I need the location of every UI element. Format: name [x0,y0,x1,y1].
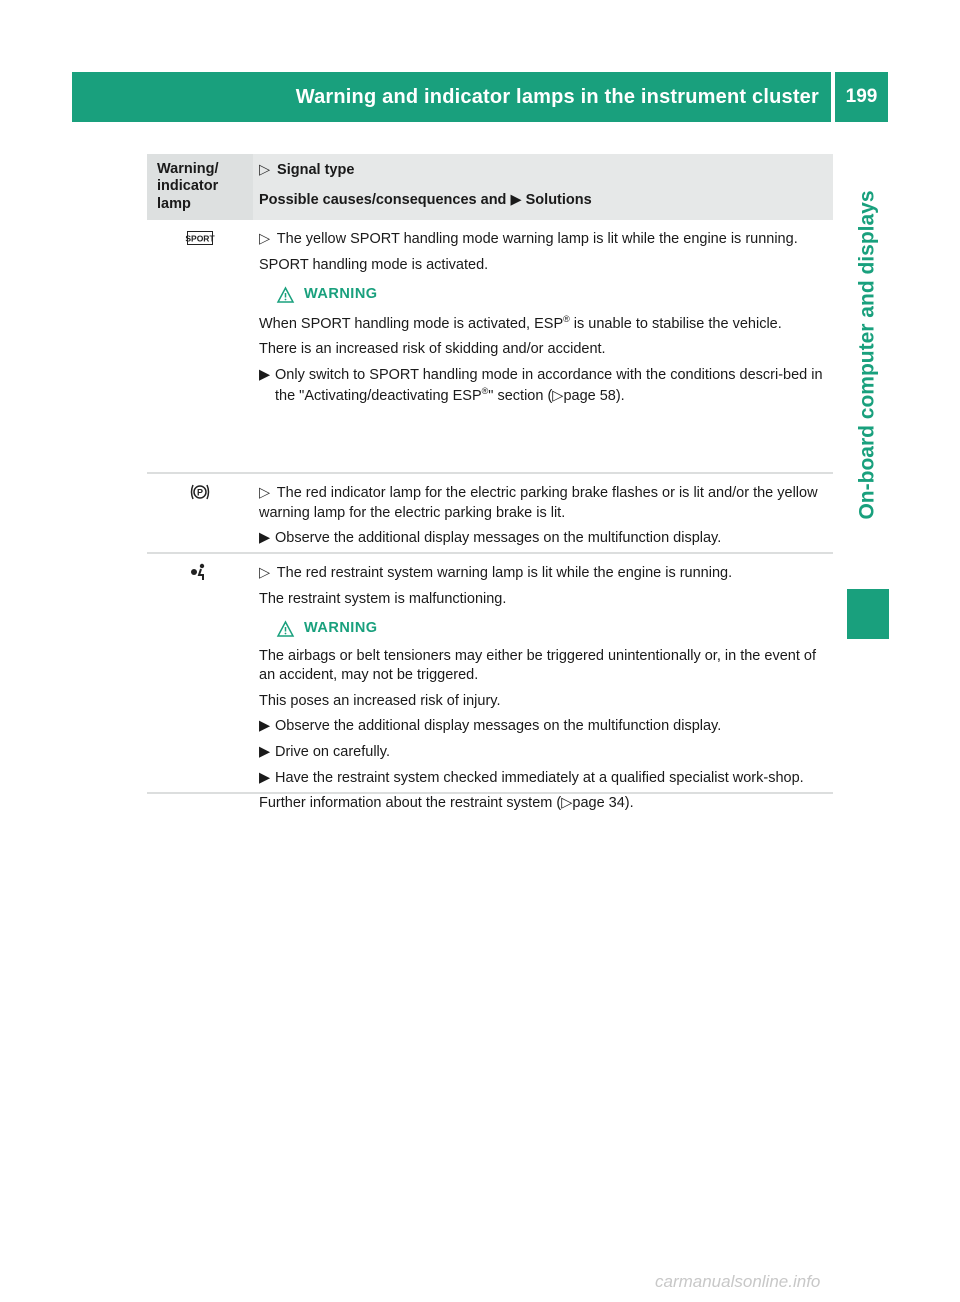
warning-text: This poses an increased risk of injury. [259,692,501,709]
side-tab [847,125,889,585]
content-cell [147,474,833,552]
bullet-text: Observe the additional display messages on the multifunction display. [275,718,722,735]
bullet-text: Only switch to SPORT handling mode in accordance with the conditions descri-bed in the "Activating/deactivating ESP [275,366,823,405]
arrow-icon: ▶ [259,718,271,735]
header-signal-type: Signal type [277,162,355,178]
warning-triangle-icon [277,621,294,637]
warning-text: When SPORT handling mode is activated, ESP [259,315,564,332]
cause-text: The restraint system is malfunctioning. [259,590,507,607]
bullet-text: " section ( [488,388,553,405]
header-signal-column [253,154,833,220]
side-tab-label: On-board computer and displays [856,190,879,520]
page-number: 199 [835,72,888,122]
warning-text: There is an increased risk of skidding and/or accident. [259,341,606,358]
signal-type-icon: ▷ [259,231,271,247]
warning-text: The airbags or belt tensioners may either be triggered unintentionally or, in the event of an accident, may not be triggered. [259,647,816,684]
table-row [147,554,833,812]
warning-heading [277,619,833,639]
arrow-icon: ▶ [259,743,271,760]
sport-lamp-label: SPORT [185,233,215,244]
list-item [259,743,833,763]
list-item [259,366,833,407]
table-row [147,474,833,554]
page-ref-icon: ▷ [561,795,573,812]
header-lamp-column: Warning/ indicator lamp [147,154,253,220]
bullet-text: Drive on carefully. [275,743,390,760]
arrow-icon: ▶ [259,530,271,547]
page-ref-icon: ▷ [552,388,564,405]
list-item [259,769,833,789]
cause-text: SPORT handling mode is activated. [259,256,489,273]
page-ref-link[interactable]: page 58). [563,388,625,405]
signal-type-icon: ▷ [259,565,271,581]
warning-text: is unable to stabilise the vehicle. [573,315,782,332]
table-header [147,154,833,220]
page-ref-link[interactable]: page 34). [572,795,634,812]
content-cell [147,220,833,472]
content-cell [147,554,833,812]
footer-text: Further information about the restraint system ( [259,795,562,812]
watermark: carmanualsonline.info [655,1272,821,1291]
registered-mark: ® [563,313,570,324]
registered-mark: ® [481,386,489,397]
arrow-icon: ▶ [259,769,271,786]
arrow-icon: ▶ [259,366,271,383]
warning-label: WARNING [304,286,378,303]
list-item [259,717,833,737]
arrow-icon: ▶ [510,191,522,208]
header-bar [72,72,831,122]
signal-text: The red restraint system warning lamp is lit while the engine is running. [276,565,733,581]
warning-triangle-icon [277,287,294,303]
list-item [259,529,833,549]
section-marker [847,589,889,639]
page-title: Warning and indicator lamps in the instrument cluster [295,85,819,108]
signal-text: The yellow SPORT handling mode warning lamp is lit while the engine is running. [276,231,798,247]
signal-type-icon: ▷ [259,485,271,501]
warning-label: WARNING [304,620,378,637]
header-causes: Possible causes/consequences and [259,191,507,208]
bullet-text: Observe the additional display messages on the multifunction display. [275,530,722,547]
warning-heading [277,285,833,305]
bullet-text: Have the restraint system checked immediately at a qualified specialist work-shop. [275,769,804,786]
signal-text: The red indicator lamp for the electric parking brake flashes or is lit and/or the yellow warning lamp for the electric parking brake is lit. [259,485,818,521]
warning-lamp-table [147,154,833,812]
table-row [147,220,833,474]
header-solutions: Solutions [525,191,592,208]
svg-text:P: P [196,487,204,498]
signal-type-icon: ▷ [259,162,271,178]
